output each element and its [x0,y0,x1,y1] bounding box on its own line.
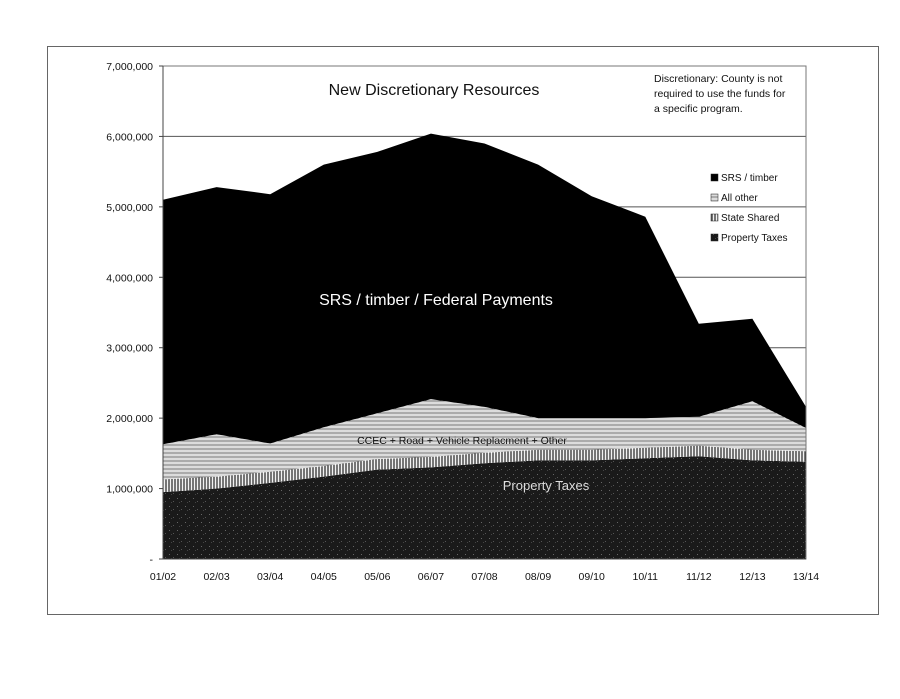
x-tick-label: 07/08 [471,571,498,583]
x-tick-label: 10/11 [632,571,658,583]
y-tick-label: 5,000,000 [106,201,153,214]
x-tick-label: 04/05 [310,571,337,583]
x-tick-label: 08/09 [524,571,552,583]
x-tick-label: 11/12 [686,571,712,583]
annotation-other: CCEC + Road + Vehicle Replacment + Other [357,435,567,447]
note-line-2: required to use the funds for [654,88,786,100]
annotation-srs: SRS / timber / Federal Payments [319,292,553,309]
y-tick-label: 4,000,000 [106,272,153,285]
legend-swatch [711,194,718,201]
note-line-3: a specific program. [654,103,743,115]
legend [711,173,788,244]
legend-swatch [711,214,718,221]
area-srs-timber [163,134,806,445]
chart-title: New Discretionary Resources [328,82,540,99]
legend-label: SRS / timber [721,173,778,184]
area-series-group [163,134,806,559]
x-tick-label: 13/14 [792,571,820,583]
y-tick-label: 7,000,000 [106,61,153,73]
x-axis [150,559,819,583]
x-tick-label: 02/03 [203,571,230,583]
discretionary-note [654,73,786,115]
y-axis [106,61,163,566]
x-tick-label: 05/06 [364,571,391,583]
y-tick-label: 2,000,000 [106,413,153,426]
x-tick-label: 09/10 [578,571,605,583]
note-line-1: Discretionary: County is not [654,73,783,85]
x-tick-label: 03/04 [257,571,284,583]
legend-label: State Shared [721,213,780,224]
legend-swatch [711,174,718,181]
legend-label: All other [721,193,758,204]
y-tick-label: 1,000,000 [106,483,153,496]
y-tick-label: - [149,554,153,566]
x-tick-label: 06/07 [417,571,445,583]
legend-swatch [711,234,718,241]
legend-label: Property Taxes [721,233,788,244]
y-tick-label: 3,000,000 [106,342,153,355]
x-tick-label: 01/02 [149,571,177,583]
y-tick-label: 6,000,000 [106,131,153,144]
x-tick-label: 12/13 [739,571,766,583]
annotation-property-taxes: Property Taxes [502,478,590,493]
